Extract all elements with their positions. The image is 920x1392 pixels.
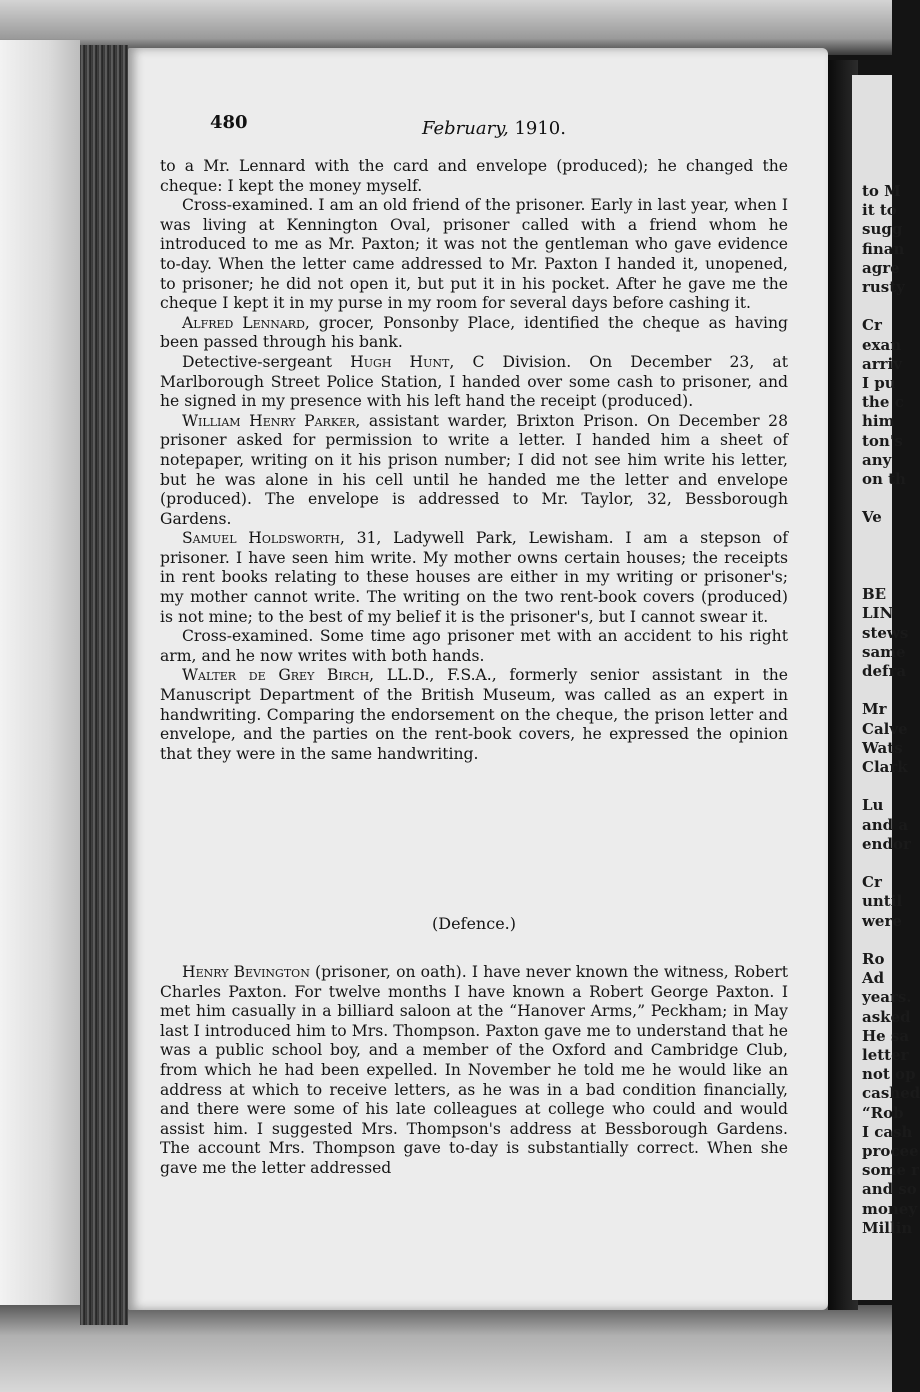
- facing-page-fragment: I pu: [862, 374, 896, 392]
- paragraph: [160, 412, 788, 530]
- facing-page-fragment: “Rob: [862, 1103, 904, 1122]
- facing-page-fragment: asked: [862, 1007, 911, 1026]
- witness-name: Henry Bevington: [182, 963, 310, 981]
- page-number: 480: [210, 112, 248, 133]
- paragraph-text: Cross-examined. Some time ago prisoner met with an accident to his right arm, and he now writes with both hands.: [160, 627, 788, 665]
- facing-page-fragment: sugg: [862, 220, 903, 239]
- facing-page-fragment: Mr: [862, 700, 887, 719]
- paragraph: [160, 963, 788, 1179]
- facing-page-fragment: Cr: [862, 873, 882, 892]
- facing-page-fragment: Clark: [862, 758, 908, 776]
- facing-page-fragment: BE: [862, 585, 887, 604]
- facing-page-fragment: defra: [862, 662, 907, 680]
- facing-page-fragment: rusty: [862, 278, 905, 296]
- facing-page-fragment: exan: [862, 335, 902, 354]
- witness-name: William Henry Parker: [182, 411, 356, 430]
- facing-page-fragment: not op: [862, 1065, 916, 1084]
- facing-page-fragment: He sa: [862, 1026, 910, 1045]
- facing-page-fragment: finan: [862, 239, 905, 258]
- paragraph-text: Cross-examined. I am an old friend of the prisoner. Early in last year, when I was living at Kennington Oval, prisoner called with a friend whom he introduced to me as Mr. Paxton; it was not the gentleman who gave evidence to-day. When the letter came addressed to Mr. Paxton I handed it, unopened, to prisoner; he did not open it, but put it in his pocket. After he gave me the cheque I kept it in my purse in my room for several days before cashing it.: [160, 196, 788, 313]
- paragraph: [160, 627, 788, 666]
- paragraph: [160, 314, 788, 353]
- witness-name: Hugh Hunt: [350, 352, 450, 371]
- header-date: [422, 118, 566, 139]
- paragraph-lead: Detective-sergeant: [182, 352, 351, 371]
- section-heading: (Defence.): [432, 914, 516, 933]
- facing-page-fragment: cashed: [862, 1084, 920, 1103]
- paragraph-text: , 31, Ladywell Park, Lewisham. I am a stepson of prisoner. I have seen him write. My mother owns certain houses; the receipts in rent books relating to these houses are either in my writing or prisoner's; my mother cannot write. The writing on the two rent-book covers (produced) is not mine; to the best of my belief it is the prisoner's, but I cannot swear it.: [160, 529, 788, 626]
- paragraph-text: (prisoner, on oath). I have never known the witness, Robert Charles Paxton. For twelve months I have known a Robert George Paxton. I met him casually in a billiard saloon at the “Hanover Arms,” Peckham; in May last I introduced him to Mrs. Thompson. Paxton gave me to understand that he was a public school boy, and a member of the Oxford and Cambridge Club, from which he had been expelled. In November he told me he would like an address at which to receive letters, as he was in a bad condition financially, and there were some of his late colleagues at college who could and would assist him. I suggested Mrs. Thompson's address at Bessborough Gardens. The account Mrs. Thompson gave to-day is substantially correct. When she gave me the letter addressed: [160, 963, 789, 1177]
- facing-page-fragment: money: [862, 1199, 918, 1218]
- header-month: February,: [422, 118, 509, 139]
- paragraph-text: , assistant warder, Brixton Prison. On December 28 prisoner asked for permission to write a letter. I handed him a sheet of notepaper, writing on it his prison number; I did not see him write his letter, but he was alone in his cell until he handed me the letter and envelope (produced). The envelope is addressed to Mr. Taylor, 32, Bessborough Gardens.: [160, 411, 788, 528]
- facing-page-fragment: endor: [862, 834, 911, 853]
- paragraph: [160, 529, 788, 627]
- scan-left-margin: [0, 40, 80, 1392]
- facing-page-fragment: him: [862, 412, 895, 431]
- scan-top-margin: [0, 0, 892, 55]
- facing-page-fragment: some r: [862, 1161, 919, 1180]
- facing-page-fragment: Millin: [862, 1218, 913, 1237]
- scan-bottom-margin: [0, 1305, 892, 1392]
- paragraph-text: , grocer, Ponsonby Place, identified the cheque as having been passed through his bank.: [160, 313, 789, 352]
- running-header: [210, 112, 790, 142]
- facing-page-fragment: Cr: [862, 316, 882, 335]
- paragraph-text: , C Division. On December 23, at Marlborough Street Police Station, I handed over some cash to prisoner, and he signed in my presence with his left hand the receipt (produced).: [160, 352, 788, 411]
- facing-page-fragment: on th: [862, 470, 906, 488]
- facing-page-fragment: ton's: [862, 431, 903, 450]
- facing-page-fragment: to M: [862, 182, 901, 200]
- paragraph: [160, 353, 788, 412]
- facing-page-fragment: I cash: [862, 1122, 913, 1141]
- facing-page-fragment: LIN: [862, 604, 894, 623]
- facing-page-fragment: procee: [862, 1142, 919, 1160]
- book-page-edges: [80, 45, 128, 1325]
- paragraph: [160, 196, 788, 314]
- paragraph-text: to a Mr. Lennard with the card and envelope (produced); he changed the cheque: I kept the money myself.: [160, 157, 788, 195]
- testimony-text-lower: [160, 963, 788, 1179]
- paragraph: [160, 157, 788, 196]
- witness-name: Samuel Holdsworth: [182, 529, 340, 548]
- facing-page-fragment: letter: [862, 1046, 909, 1064]
- paragraph: [160, 666, 788, 764]
- facing-page-fragment: arriv: [862, 354, 902, 373]
- facing-page-fragment: years.: [862, 988, 912, 1007]
- facing-page-fragment: it to: [862, 201, 897, 220]
- facing-page-fragment: until: [862, 892, 903, 911]
- witness-name: Alfred Lennard: [182, 313, 305, 332]
- paragraph-text: , LL.D., F.S.A., formerly senior assistant in the Manuscript Department of the British Museum, was called as an expert in handwriting. Comparing the endorsement on the cheque, the prison letter and envelope, and the parties on the rent-book covers, he expressed the opinion that they were in the same handwriting.: [160, 666, 789, 763]
- witness-name: Walter de Grey Birch: [182, 666, 370, 685]
- facing-page-fragment: Lu: [862, 796, 884, 815]
- facing-page-fragment: Wats: [862, 738, 903, 757]
- facing-page-fragment: Ad: [862, 969, 885, 988]
- facing-page-fragment: were: [862, 911, 902, 930]
- facing-page-fragment: Ro: [862, 950, 885, 968]
- facing-page-fragment: stews: [862, 623, 909, 642]
- facing-page-fragment: Calve: [862, 719, 908, 738]
- facing-page-fragment: the c: [862, 393, 904, 412]
- facing-page-fragment: same: [862, 642, 906, 661]
- facing-page-fragment: and a: [862, 815, 909, 834]
- facing-page-fragment: and so: [862, 1180, 917, 1199]
- facing-page-fragment: Ve: [862, 508, 882, 527]
- facing-page-fragment: any: [862, 450, 892, 469]
- facing-page-fragment: agre: [862, 258, 900, 277]
- facing-page-edge: [852, 75, 920, 1300]
- header-year: 1910.: [514, 118, 566, 139]
- testimony-text-upper: [160, 157, 788, 764]
